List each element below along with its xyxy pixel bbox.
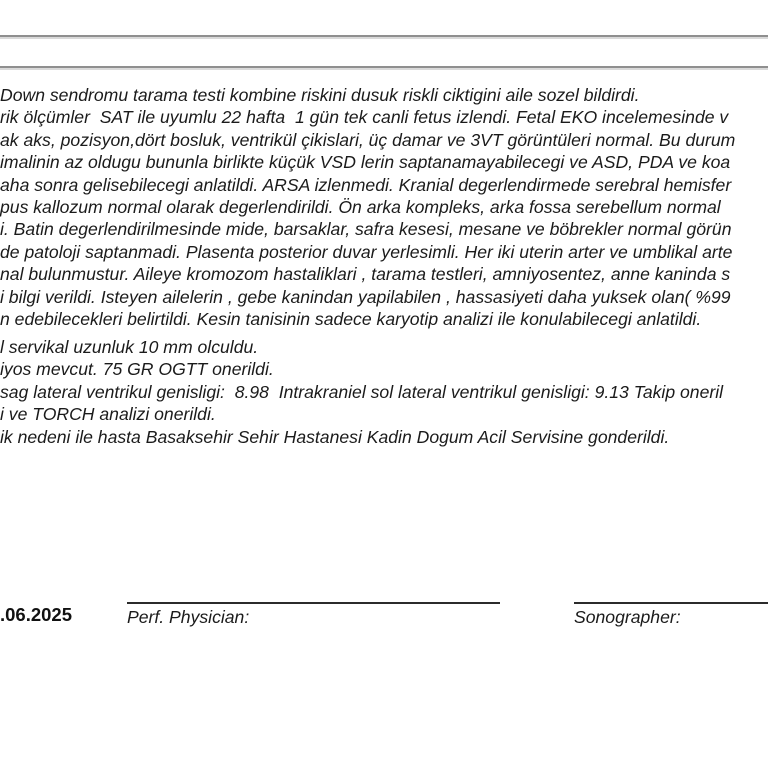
report-line: i bilgi verildi. Isteyen ailelerin , gebe kanindan yapilabilen , hassasiyeti daha yuksek olan( %99 bbox=[0, 286, 731, 307]
report-line: rik ölçümler SAT ile uyumlu 22 hafta 1 gün tek canli fetus izlendi. Fetal EKO incelemesinde v bbox=[0, 107, 729, 128]
signature-footer bbox=[0, 598, 768, 638]
report-line: ak aks, pozisyon,dört bosluk, ventrikül çikislari, üç damar ve 3VT görüntüleri normal. Bu durum bbox=[0, 129, 736, 150]
perf-physician-label: Perf. Physician: bbox=[127, 607, 250, 627]
perf-physician-signature-block bbox=[127, 598, 500, 628]
report-line: n edebilecekleri belirtildi. Kesin tanisinin sadece karyotip analizi ile konulabilecegi anlatildi. bbox=[0, 308, 702, 329]
report-line: iyos mevcut. 75 GR OGTT onerildi. bbox=[0, 359, 274, 380]
perf-physician-signature-line bbox=[127, 602, 500, 604]
report-line: aha sonra gelisebilecegi anlatildi. ARSA izlenmedi. Kranial degerlendirmede serebral hemisfer bbox=[0, 174, 732, 195]
header-divider-top bbox=[0, 35, 768, 37]
report-line: l servikal uzunluk 10 mm olculdu. bbox=[0, 337, 259, 357]
report-line: nal bulunmustur. Aileye kromozom hastaliklari , tarama testleri, amniyosentez, anne kaninda s bbox=[0, 264, 731, 285]
report-paragraph-measurements bbox=[0, 336, 768, 448]
report-line: sag lateral ventrikul genisligi: 8.98 Intrakraniel sol lateral ventrikul genisligi: 9.13 Takip oneril bbox=[0, 381, 724, 402]
report-line: pus kallozum normal olarak degerlendirildi. Ön arka kompleks, arka fossa serebellum normal bbox=[0, 196, 721, 217]
report-paragraph-findings bbox=[0, 84, 768, 330]
exam-date: .06.2025 bbox=[0, 604, 73, 625]
header-divider-bottom bbox=[0, 66, 768, 68]
report-line: imalinin az oldugu bununla birlikte küçük VSD lerin saptanamayabilecegi ve ASD, PDA ve koa bbox=[0, 152, 731, 173]
sonographer-label: Sonographer: bbox=[574, 607, 681, 627]
report-line: de patoloji saptanmadi. Plasenta posterior duvar yerlesimli. Her iki uterin arter ve umblikal arte bbox=[0, 241, 733, 262]
sonographer-signature-line bbox=[574, 602, 768, 604]
report-line: i ve TORCH analizi onerildi. bbox=[0, 404, 216, 425]
sonographer-signature-block bbox=[574, 598, 768, 628]
report-line: Down sendromu tarama testi kombine riskini dusuk riskli ciktigini aile sozel bildirdi. bbox=[0, 85, 640, 105]
report-line: i. Batin degerlendirilmesinde mide, barsaklar, safra kesesi, mesane ve böbrekler normal görün bbox=[0, 219, 732, 240]
report-line: ik nedeni ile hasta Basaksehir Sehir Hastanesi Kadin Dogum Acil Servisine gonderildi. bbox=[0, 426, 670, 447]
